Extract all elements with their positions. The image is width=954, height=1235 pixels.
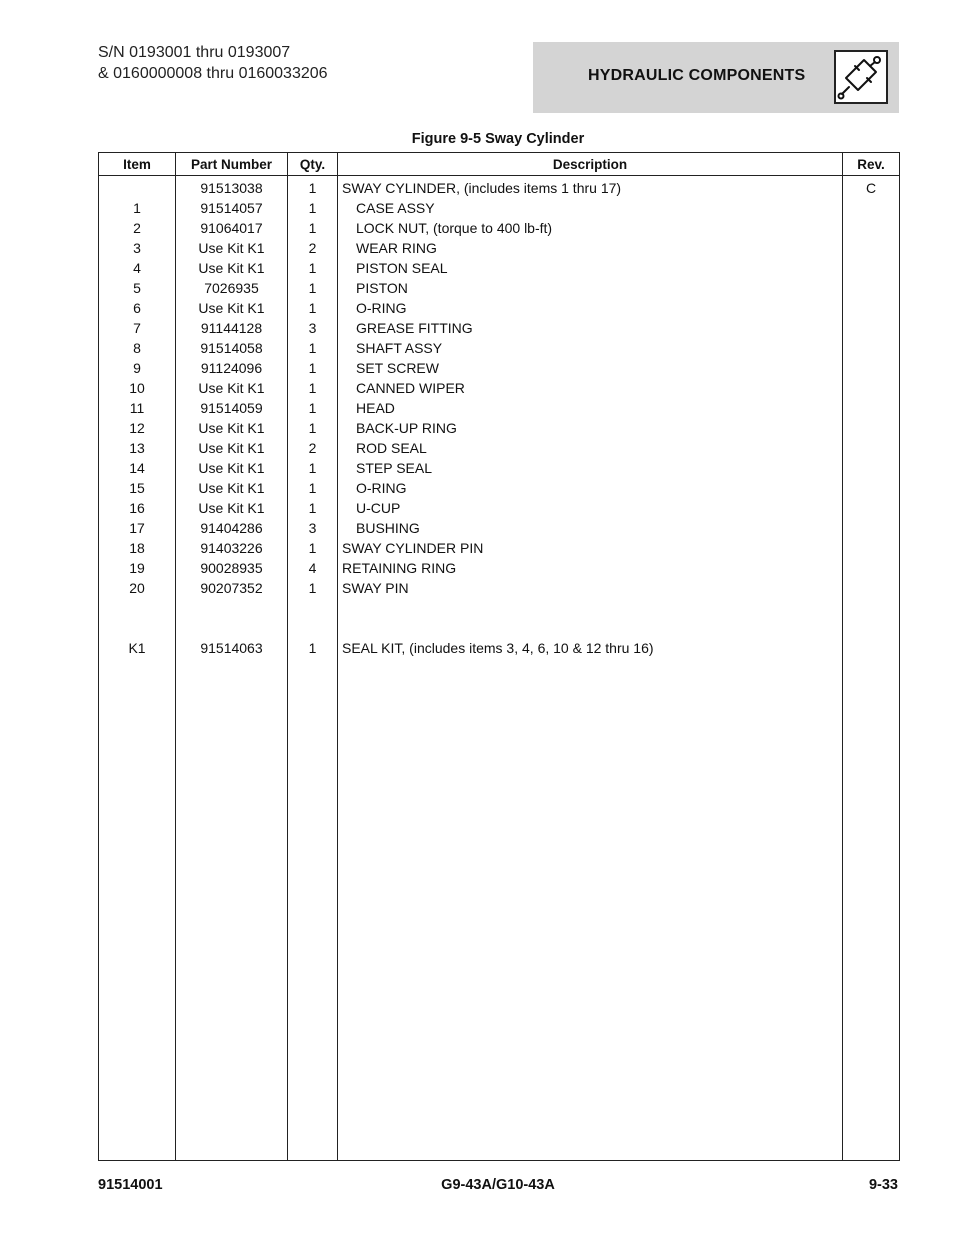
table-row (99, 478, 900, 498)
rev-cell (843, 198, 900, 218)
table-row (99, 176, 900, 199)
item-cell: K1 (99, 638, 176, 658)
rev-cell (843, 398, 900, 418)
description-text: CASE ASSY (356, 200, 435, 216)
description-cell (338, 558, 843, 578)
part-number-cell: Use Kit K1 (176, 238, 288, 258)
qty-cell: 1 (288, 498, 338, 518)
part-number-cell: 91514059 (176, 398, 288, 418)
empty-cell (843, 658, 900, 1161)
part-number-cell: Use Kit K1 (176, 298, 288, 318)
section-title: HYDRAULIC COMPONENTS (588, 67, 806, 84)
table-row (99, 458, 900, 478)
description-text: SEAL KIT, (includes items 3, 4, 6, 10 & 12 thru 16) (342, 640, 654, 656)
col-header-qty: Qty. (288, 153, 338, 176)
part-number-cell: Use Kit K1 (176, 458, 288, 478)
table-row (99, 378, 900, 398)
serial-line-1: S/N 0193001 thru 0193007 (98, 44, 291, 61)
item-cell: 6 (99, 298, 176, 318)
qty-cell: 1 (288, 278, 338, 298)
description-text: SWAY CYLINDER, (includes items 1 thru 17) (342, 180, 622, 196)
part-number-cell: 91514058 (176, 338, 288, 358)
item-cell: 9 (99, 358, 176, 378)
item-cell: 4 (99, 258, 176, 278)
col-header-item: Item (99, 153, 176, 176)
item-cell: 17 (99, 518, 176, 538)
part-number-cell: 91514063 (176, 638, 288, 658)
table-header-row (99, 153, 900, 176)
item-cell: 13 (99, 438, 176, 458)
rev-cell (843, 218, 900, 238)
description-text: CANNED WIPER (356, 380, 465, 396)
table-row (99, 438, 900, 458)
qty-cell (288, 618, 338, 638)
qty-cell: 2 (288, 438, 338, 458)
table-row (99, 638, 900, 658)
qty-cell: 1 (288, 298, 338, 318)
part-number-cell: 91514057 (176, 198, 288, 218)
description-cell (338, 198, 843, 218)
description-cell (338, 298, 843, 318)
part-number-cell (176, 618, 288, 638)
table-row (99, 318, 900, 338)
part-number-cell: 91124096 (176, 358, 288, 378)
rev-cell (843, 638, 900, 658)
description-cell (338, 318, 843, 338)
part-number-cell: Use Kit K1 (176, 258, 288, 278)
description-text: O-RING (356, 300, 407, 316)
description-cell (338, 458, 843, 478)
description-cell (338, 358, 843, 378)
description-text: ROD SEAL (356, 440, 427, 456)
col-header-rev: Rev. (843, 153, 900, 176)
item-cell: 8 (99, 338, 176, 358)
qty-cell: 1 (288, 378, 338, 398)
qty-cell: 2 (288, 238, 338, 258)
description-cell (338, 578, 843, 598)
item-cell: 3 (99, 238, 176, 258)
rev-cell (843, 578, 900, 598)
qty-cell: 4 (288, 558, 338, 578)
description-text: SWAY PIN (342, 580, 409, 596)
table-filler-row (99, 658, 900, 1161)
description-cell (338, 438, 843, 458)
table-row (99, 398, 900, 418)
footer-page-number: 9-33 (868, 1177, 898, 1193)
empty-cell (288, 658, 338, 1161)
col-header-part-number: Part Number (176, 153, 288, 176)
description-text: GREASE FITTING (356, 320, 473, 336)
item-cell: 1 (99, 198, 176, 218)
description-text: HEAD (356, 400, 395, 416)
item-cell: 12 (99, 418, 176, 438)
table-row (99, 578, 900, 598)
description-cell (338, 498, 843, 518)
table-row (99, 298, 900, 318)
part-number-cell: Use Kit K1 (176, 438, 288, 458)
qty-cell: 1 (288, 478, 338, 498)
description-text: WEAR RING (356, 240, 437, 256)
description-cell (338, 258, 843, 278)
part-number-cell: Use Kit K1 (176, 378, 288, 398)
description-cell (338, 238, 843, 258)
description-cell (338, 618, 843, 638)
item-cell (99, 598, 176, 618)
rev-cell (843, 358, 900, 378)
table-row (99, 418, 900, 438)
rev-cell (843, 438, 900, 458)
rev-cell (843, 318, 900, 338)
qty-cell: 1 (288, 258, 338, 278)
qty-cell: 1 (288, 398, 338, 418)
rev-cell (843, 498, 900, 518)
rev-cell (843, 458, 900, 478)
table-row (99, 258, 900, 278)
rev-cell (843, 278, 900, 298)
description-text: U-CUP (356, 500, 401, 516)
parts-table-body (99, 176, 900, 1161)
item-cell: 11 (99, 398, 176, 418)
qty-cell: 1 (288, 176, 338, 199)
part-number-cell: 90028935 (176, 558, 288, 578)
part-number-cell: 91064017 (176, 218, 288, 238)
table-row (99, 198, 900, 218)
rev-cell (843, 378, 900, 398)
item-cell: 5 (99, 278, 176, 298)
description-cell (338, 378, 843, 398)
part-number-cell: 91403226 (176, 538, 288, 558)
footer-manual-number: 91514001 (98, 1177, 163, 1193)
rev-cell (843, 338, 900, 358)
serial-line-2: & 0160000008 thru 0160033206 (98, 65, 328, 82)
part-number-cell: Use Kit K1 (176, 418, 288, 438)
qty-cell: 1 (288, 638, 338, 658)
table-row (99, 338, 900, 358)
part-number-cell: 91144128 (176, 318, 288, 338)
empty-cell (338, 658, 843, 1161)
description-text: SHAFT ASSY (356, 340, 443, 356)
table-row (99, 278, 900, 298)
rev-cell (843, 518, 900, 538)
item-cell: 18 (99, 538, 176, 558)
description-text: LOCK NUT, (torque to 400 lb-ft) (356, 220, 553, 236)
qty-cell: 1 (288, 338, 338, 358)
item-cell: 16 (99, 498, 176, 518)
rev-cell (843, 538, 900, 558)
part-number-cell: Use Kit K1 (176, 478, 288, 498)
item-cell: 15 (99, 478, 176, 498)
description-text: O-RING (356, 480, 407, 496)
qty-cell: 1 (288, 358, 338, 378)
description-cell (338, 218, 843, 238)
qty-cell: 1 (288, 218, 338, 238)
description-cell (338, 398, 843, 418)
col-header-description: Description (338, 153, 843, 176)
table-row (99, 538, 900, 558)
description-text: BACK-UP RING (356, 420, 457, 436)
description-cell (338, 478, 843, 498)
description-text: PISTON (356, 280, 408, 296)
description-cell (338, 518, 843, 538)
part-number-cell: 7026935 (176, 278, 288, 298)
rev-cell: C (843, 176, 900, 199)
description-cell (338, 338, 843, 358)
part-number-cell: 91513038 (176, 176, 288, 199)
rev-cell (843, 478, 900, 498)
description-cell (338, 638, 843, 658)
parts-table (98, 152, 900, 1161)
rev-cell (843, 598, 900, 618)
rev-cell (843, 558, 900, 578)
item-cell: 10 (99, 378, 176, 398)
empty-cell (99, 658, 176, 1161)
table-row (99, 558, 900, 578)
description-text: SET SCREW (356, 360, 439, 376)
table-row (99, 618, 900, 638)
serial-number-range (98, 42, 328, 84)
table-row (99, 498, 900, 518)
part-number-cell: Use Kit K1 (176, 498, 288, 518)
footer-model: G9-43A/G10-43A (441, 1177, 555, 1193)
item-cell (99, 176, 176, 199)
description-cell (338, 278, 843, 298)
item-cell: 19 (99, 558, 176, 578)
qty-cell: 1 (288, 578, 338, 598)
figure-title: Figure 9-5 Sway Cylinder (411, 131, 585, 147)
rev-cell (843, 298, 900, 318)
item-cell (99, 618, 176, 638)
hydraulic-cylinder-icon (834, 50, 888, 104)
table-row (99, 218, 900, 238)
table-row (99, 358, 900, 378)
qty-cell: 1 (288, 458, 338, 478)
table-row (99, 598, 900, 618)
qty-cell: 1 (288, 538, 338, 558)
item-cell: 7 (99, 318, 176, 338)
qty-cell: 1 (288, 198, 338, 218)
qty-cell (288, 598, 338, 618)
rev-cell (843, 618, 900, 638)
part-number-cell: 90207352 (176, 578, 288, 598)
description-cell (338, 418, 843, 438)
item-cell: 14 (99, 458, 176, 478)
section-header-box (533, 42, 899, 113)
qty-cell: 3 (288, 518, 338, 538)
table-row (99, 238, 900, 258)
description-cell (338, 176, 843, 199)
description-text: BUSHING (356, 520, 420, 536)
part-number-cell: 91404286 (176, 518, 288, 538)
description-text: PISTON SEAL (356, 260, 448, 276)
part-number-cell (176, 598, 288, 618)
qty-cell: 3 (288, 318, 338, 338)
description-text: STEP SEAL (356, 460, 433, 476)
item-cell: 20 (99, 578, 176, 598)
table-row (99, 518, 900, 538)
rev-cell (843, 418, 900, 438)
description-cell (338, 538, 843, 558)
rev-cell (843, 238, 900, 258)
description-text: SWAY CYLINDER PIN (342, 540, 484, 556)
description-cell (338, 598, 843, 618)
empty-cell (176, 658, 288, 1161)
item-cell: 2 (99, 218, 176, 238)
description-text: RETAINING RING (342, 560, 457, 576)
rev-cell (843, 258, 900, 278)
qty-cell: 1 (288, 418, 338, 438)
